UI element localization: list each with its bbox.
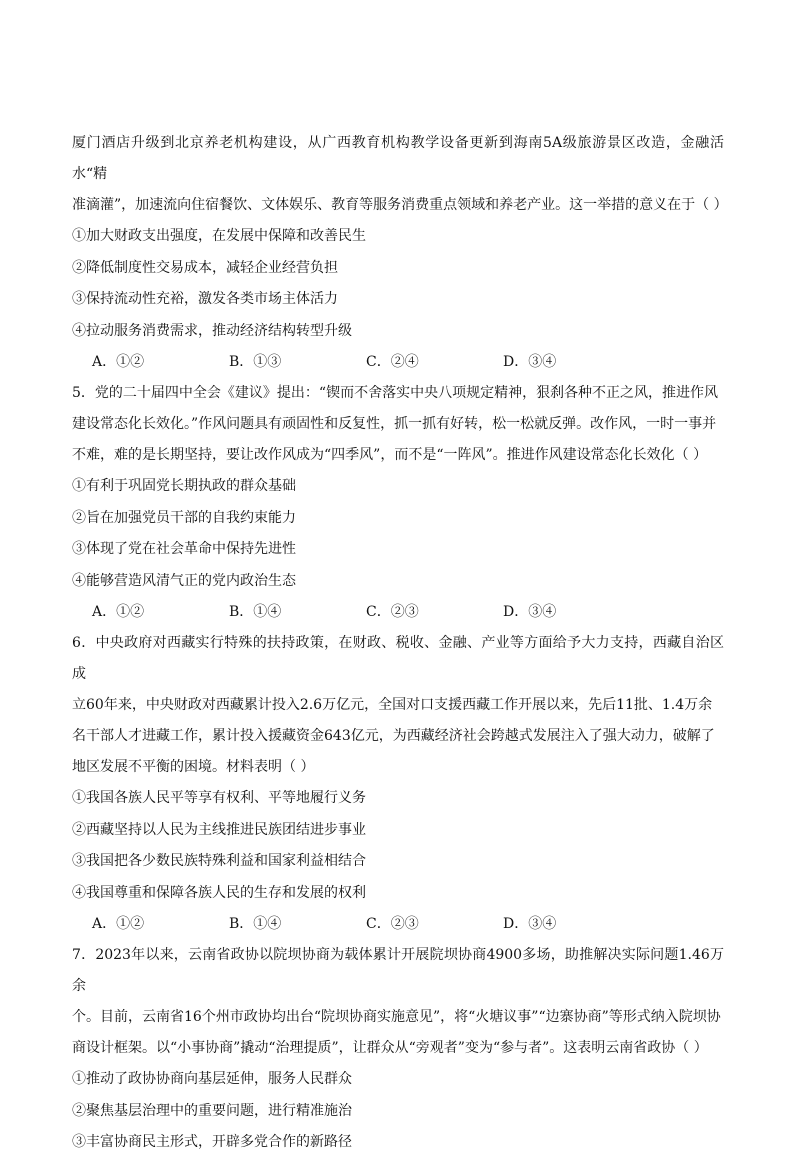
option-statement: ④拉动服务消费需求，推动经济结构转型升级 bbox=[72, 322, 352, 339]
question-5 bbox=[72, 378, 724, 628]
exam-page bbox=[72, 128, 728, 1159]
option-statement: ①加大财政支出强度，在发展中保障和改善民生 bbox=[72, 228, 366, 244]
question-stem-line: 不难，难的是长期坚持，要让改作风成为“四季风”，而不是“一阵风”。推进作风建设常态化长效化（ ） bbox=[72, 447, 708, 463]
choice-b: B．①④ bbox=[229, 604, 282, 620]
choice-a: A．①② bbox=[92, 604, 145, 620]
choice-d: D．③④ bbox=[503, 354, 557, 370]
option-statement: ②旨在加强党员干部的自我约束能力 bbox=[72, 509, 296, 526]
choice-b: B．①③ bbox=[229, 354, 282, 370]
option-statement: ①推动了政协协商向基层延伸，服务人民群众 bbox=[72, 1071, 352, 1087]
option-statement: ②西藏坚持以人民为主线推进民族团结进步事业 bbox=[72, 821, 366, 838]
question-stem-line: 商设计框架。以“小事协商”撬动“治理提质”，让群众从“旁观者”变为“参与者”。这表明云南省政协（ ） bbox=[72, 1040, 708, 1056]
choice-a: A．①② bbox=[92, 916, 145, 932]
question-stem-line: 名干部人才进藏工作，累计投入援藏资金643亿元，为西藏经济社会跨越式发展注入了强大动力，破解了 bbox=[72, 728, 715, 744]
choice-b: B．①④ bbox=[229, 916, 282, 932]
option-statement: ②聚焦基层治理中的重要问题，进行精准施治 bbox=[72, 1102, 352, 1119]
option-statement: ③保持流动性充裕，激发各类市场主体活力 bbox=[72, 291, 338, 307]
option-statement: ④能够营造风清气正的党内政治生态 bbox=[72, 572, 296, 589]
choice-c: C．②④ bbox=[366, 354, 419, 370]
choice-a: A．①② bbox=[92, 354, 145, 370]
answer-choices bbox=[72, 597, 724, 628]
option-statement: ③体现了党在社会革命中保持先进性 bbox=[72, 541, 296, 557]
question-stem-line: 立60年来，中央财政对西藏累计投入2.6万亿元，全国对口支援西藏工作开展以来，先后11批、1.4万余 bbox=[72, 697, 713, 713]
answer-choices bbox=[72, 909, 724, 940]
option-statement: ③丰富协商民主形式，开辟多党合作的新路径 bbox=[72, 1134, 352, 1150]
option-statement: ③我国把各少数民族特殊利益和国家利益相结合 bbox=[72, 853, 366, 869]
question-stem-line: 个。目前，云南省16个州市政协均出台“院坝协商实施意见”，将“火塘议事”“边寨协商”等形式纳入院坝协 bbox=[72, 1009, 721, 1025]
question-stem-line: 地区发展不平衡的困境。材料表明（ ） bbox=[72, 759, 315, 775]
answer-choices bbox=[72, 347, 724, 378]
question-6 bbox=[72, 628, 724, 940]
question-7 bbox=[72, 940, 724, 1159]
question-stem-line: 建设常态化长效化。”作风问题具有顽固性和反复性，抓一抓有好转，松一松就反弹。改作风，一时一事并 bbox=[72, 416, 717, 432]
question-4 bbox=[72, 128, 728, 378]
option-statement: ①有利于巩固党长期执政的群众基础 bbox=[72, 478, 296, 494]
option-statement: ④我国尊重和保障各族人民的生存和发展的权利 bbox=[72, 884, 366, 901]
question-stem-line: 5．党的二十届四中全会《建议》提出：“锲而不舍落实中央八项规定精神，狠刹各种不正之风，推进作风 bbox=[72, 385, 719, 401]
question-stem-line: 准滴灌”，加速流向住宿餐饮、文体娱乐、教育等服务消费重点领域和养老产业。这一举措的意义在于（ ） bbox=[72, 197, 728, 213]
question-stem-line: 厦门酒店升级到北京养老机构建设，从广西教育机构教学设备更新到海南5A级旅游景区改造，金融活水“精 bbox=[72, 135, 724, 182]
choice-d: D．③④ bbox=[503, 604, 557, 620]
question-stem-line: 7．2023年以来，云南省政协以院坝协商为载体累计开展院坝协商4900多场，助推解决实际问题1.46万余 bbox=[72, 947, 724, 994]
choice-c: C．②③ bbox=[366, 604, 419, 620]
option-statement: ①我国各族人民平等享有权利、平等地履行义务 bbox=[72, 790, 366, 806]
option-statement: ②降低制度性交易成本，减轻企业经营负担 bbox=[72, 259, 338, 276]
choice-c: C．②③ bbox=[366, 916, 419, 932]
choice-d: D．③④ bbox=[503, 916, 557, 932]
question-stem-line: 6．中央政府对西藏实行特殊的扶持政策，在财政、税收、金融、产业等方面给予大力支持，西藏自治区成 bbox=[72, 635, 724, 682]
